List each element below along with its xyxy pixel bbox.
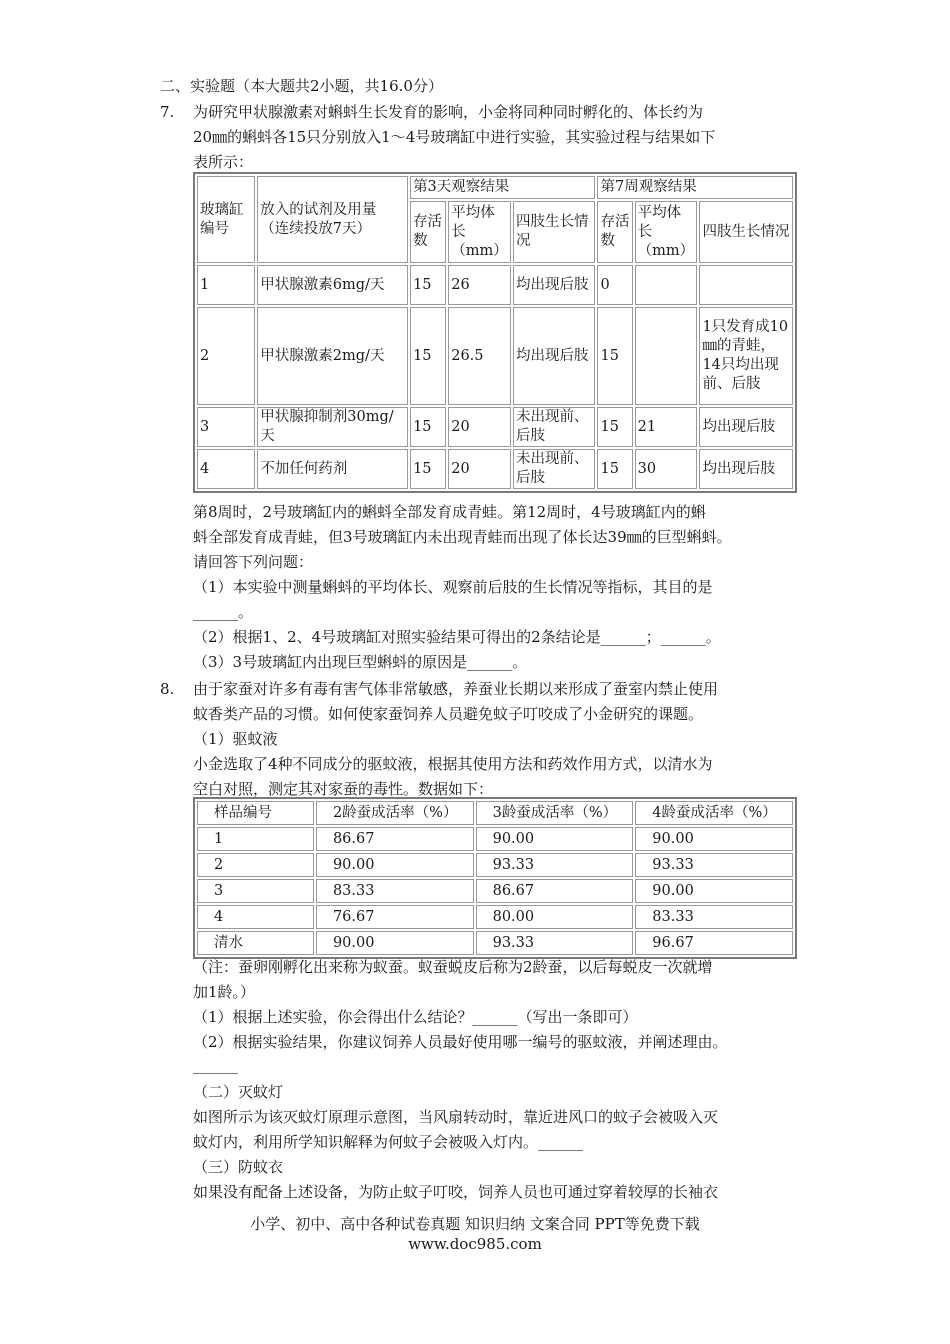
header-day3-survival: 存活数	[410, 201, 446, 263]
q7-intro-line: 表所示：	[193, 153, 254, 171]
cell-length: 26.5	[448, 307, 511, 405]
cell-tank: 1	[197, 265, 255, 305]
q7-sub-question-2: （2）根据1、2、4号玻璃缸对照实验结果可得出的2条结论是______；______。	[193, 628, 721, 646]
table-row	[197, 931, 793, 955]
cell-rate: 93.33	[476, 853, 634, 877]
cell-sample: 清水	[197, 931, 314, 955]
cell-sample: 3	[197, 879, 314, 903]
q7-sub-question-1: （1）本实验中测量蝌蚪的平均体长、观察前后肢的生长情况等指标，其目的是	[193, 578, 713, 596]
header-day3-limbs: 四肢生长情况	[513, 201, 595, 263]
cell-rate: 83.33	[635, 905, 793, 929]
cell-limbs: 未出现前、后肢	[513, 449, 595, 489]
header-reagent: 放入的试剂及用量（连续投放7天）	[257, 176, 408, 263]
q8-part1-intro-line: 小金选取了4种不同成分的驱蚊液，根据其使用方法和药效作用方式，以清水为	[193, 755, 713, 773]
section-title: 二、实验题（本大题共2小题，共16.0分）	[160, 77, 443, 95]
cell-length: 21	[635, 407, 698, 447]
cell-rate: 93.33	[635, 853, 793, 877]
cell-reagent: 甲状腺激素6mg/天	[257, 265, 408, 305]
cell-length: 30	[635, 449, 698, 489]
cell-length	[635, 307, 698, 405]
cell-tank: 4	[197, 449, 255, 489]
cell-tank: 3	[197, 407, 255, 447]
table-row	[197, 827, 793, 851]
cell-survival: 15	[410, 307, 446, 405]
cell-rate: 96.67	[635, 931, 793, 955]
cell-reagent: 甲状腺激素2mg/天	[257, 307, 408, 405]
cell-survival: 15	[597, 449, 632, 489]
q8-note-line: （注：蚕卵刚孵化出来称为蚁蚕。蚁蚕蜕皮后称为2龄蚕，以后每蜕皮一次就增	[193, 958, 713, 976]
cell-sample: 4	[197, 905, 314, 929]
q8-sub-question-2: （2）根据实验结果，你建议饲养人员最好使用哪一编号的驱蚊液，并阐述理由。	[193, 1033, 728, 1051]
q8-part2-text-line: 如图所示为该灭蚊灯原理示意图，当风扇转动时，靠近进风口的蚊子会被吸入灭	[193, 1108, 719, 1126]
cell-rate: 90.00	[635, 827, 793, 851]
q8-part2-text-line: 蚊灯内，利用所学知识解释为何蚊子会被吸入灯内。______	[193, 1133, 584, 1151]
cell-length: 20	[448, 407, 511, 447]
table-row	[197, 853, 793, 877]
cell-rate: 90.00	[316, 931, 474, 955]
cell-limbs	[699, 265, 793, 305]
table-row	[197, 265, 793, 305]
cell-survival: 15	[410, 449, 446, 489]
q8-part1-title: （1）驱蚊液	[193, 730, 278, 748]
q7-after-line: 蚪全部发育成青蛙，但3号玻璃缸内未出现青蛙而出现了体长达39㎜的巨型蝌蚪。	[193, 528, 732, 546]
cell-survival: 15	[410, 265, 446, 305]
table-row	[197, 407, 793, 447]
cell-sample: 1	[197, 827, 314, 851]
header-instar2: 2龄蚕成活率（%）	[316, 801, 474, 825]
cell-rate: 80.00	[476, 905, 634, 929]
q8-part2-title: （二）灭蚊灯	[193, 1083, 284, 1101]
cell-limbs: 均出现后肢	[699, 449, 793, 489]
cell-rate: 93.33	[476, 931, 634, 955]
q7-after-line: 第8周时，2号玻璃缸内的蝌蚪全部发育成青蛙。第12周时，4号玻璃缸内的蝌	[193, 503, 706, 521]
q7-number: 7.	[160, 103, 175, 121]
q7-intro-line: 为研究甲状腺激素对蝌蚪生长发育的影响，小金将同种同时孵化的、体长约为	[193, 103, 704, 121]
cell-length	[635, 265, 698, 305]
cell-rate: 86.67	[476, 879, 634, 903]
cell-limbs: 均出现后肢	[513, 307, 595, 405]
header-tank-number: 玻璃缸编号	[197, 176, 255, 263]
cell-limbs: 均出现后肢	[699, 407, 793, 447]
cell-survival: 15	[597, 307, 632, 405]
header-week7: 第7周观察结果	[597, 176, 793, 199]
table-row	[197, 879, 793, 903]
cell-sample: 2	[197, 853, 314, 877]
silkworm-toxicity-table	[193, 797, 797, 959]
q7-answer-blank[interactable]: ______。	[193, 603, 254, 621]
cell-reagent: 不加任何药剂	[257, 449, 408, 489]
cell-tank: 2	[197, 307, 255, 405]
cell-limbs: 1只发育成10㎜的青蛙，14只均出现前、后肢	[699, 307, 793, 405]
q8-number: 8.	[160, 680, 175, 698]
cell-length: 20	[448, 449, 511, 489]
tadpole-experiment-table	[193, 172, 797, 493]
cell-survival: 15	[597, 407, 632, 447]
table-row	[197, 905, 793, 929]
q8-part3-title: （三）防蚊衣	[193, 1158, 284, 1176]
header-instar4: 4龄蚕成活率（%）	[635, 801, 793, 825]
footer-website-link[interactable]: www.doc985.com	[408, 1235, 542, 1253]
q7-after-line: 请回答下列问题：	[193, 553, 314, 571]
header-week7-survival: 存活数	[597, 201, 632, 263]
q8-intro-line: 由于家蚕对许多有毒有害气体非常敏感，养蚕业长期以来形成了蚕室内禁止使用	[193, 680, 719, 698]
cell-rate: 76.67	[316, 905, 474, 929]
cell-rate: 90.00	[635, 879, 793, 903]
q8-note-line: 加1龄。）	[193, 983, 256, 1001]
cell-survival: 15	[410, 407, 446, 447]
cell-rate: 90.00	[476, 827, 634, 851]
cell-limbs: 未出现前、后肢	[513, 407, 595, 447]
q8-sub-question-1: （1）根据上述实验，你会得出什么结论？______（写出一条即可）	[193, 1008, 638, 1026]
table-row	[197, 307, 793, 405]
header-day3: 第3天观察结果	[410, 176, 595, 199]
footer-promo-text: 小学、初中、高中各种试卷真题 知识归纳 文案合同 PPT等免费下载	[250, 1215, 700, 1233]
header-instar3: 3龄蚕成活率（%）	[476, 801, 634, 825]
cell-rate: 86.67	[316, 827, 474, 851]
cell-survival: 0	[597, 265, 632, 305]
q8-part1-intro-line: 空白对照，测定其对家蚕的毒性。数据如下：	[193, 780, 494, 798]
table-row	[197, 449, 793, 489]
q7-sub-question-3: （3）3号玻璃缸内出现巨型蝌蚪的原因是______。	[193, 653, 528, 671]
q8-part3-text: 如果没有配备上述设备，为防止蚊子叮咬，饲养人员也可通过穿着较厚的长袖衣	[193, 1183, 719, 1201]
header-sample: 样品编号	[197, 801, 314, 825]
cell-rate: 83.33	[316, 879, 474, 903]
cell-rate: 90.00	[316, 853, 474, 877]
header-day3-length: 平均体长（mm）	[448, 201, 511, 263]
header-week7-limbs: 四肢生长情况	[699, 201, 793, 263]
q8-answer-blank[interactable]: ______	[193, 1056, 238, 1074]
table-header-row	[197, 801, 793, 825]
header-week7-length: 平均体长（mm）	[635, 201, 698, 263]
q7-intro-line: 20㎜的蝌蚪各15只分别放入1～4号玻璃缸中进行实验，其实验过程与结果如下	[193, 128, 716, 146]
q8-intro-line: 蚊香类产品的习惯。如何使家蚕饲养人员避免蚊子叮咬成了小金研究的课题。	[193, 705, 704, 723]
cell-limbs: 均出现后肢	[513, 265, 595, 305]
cell-length: 26	[448, 265, 511, 305]
cell-reagent: 甲状腺抑制剂30mg/天	[257, 407, 408, 447]
